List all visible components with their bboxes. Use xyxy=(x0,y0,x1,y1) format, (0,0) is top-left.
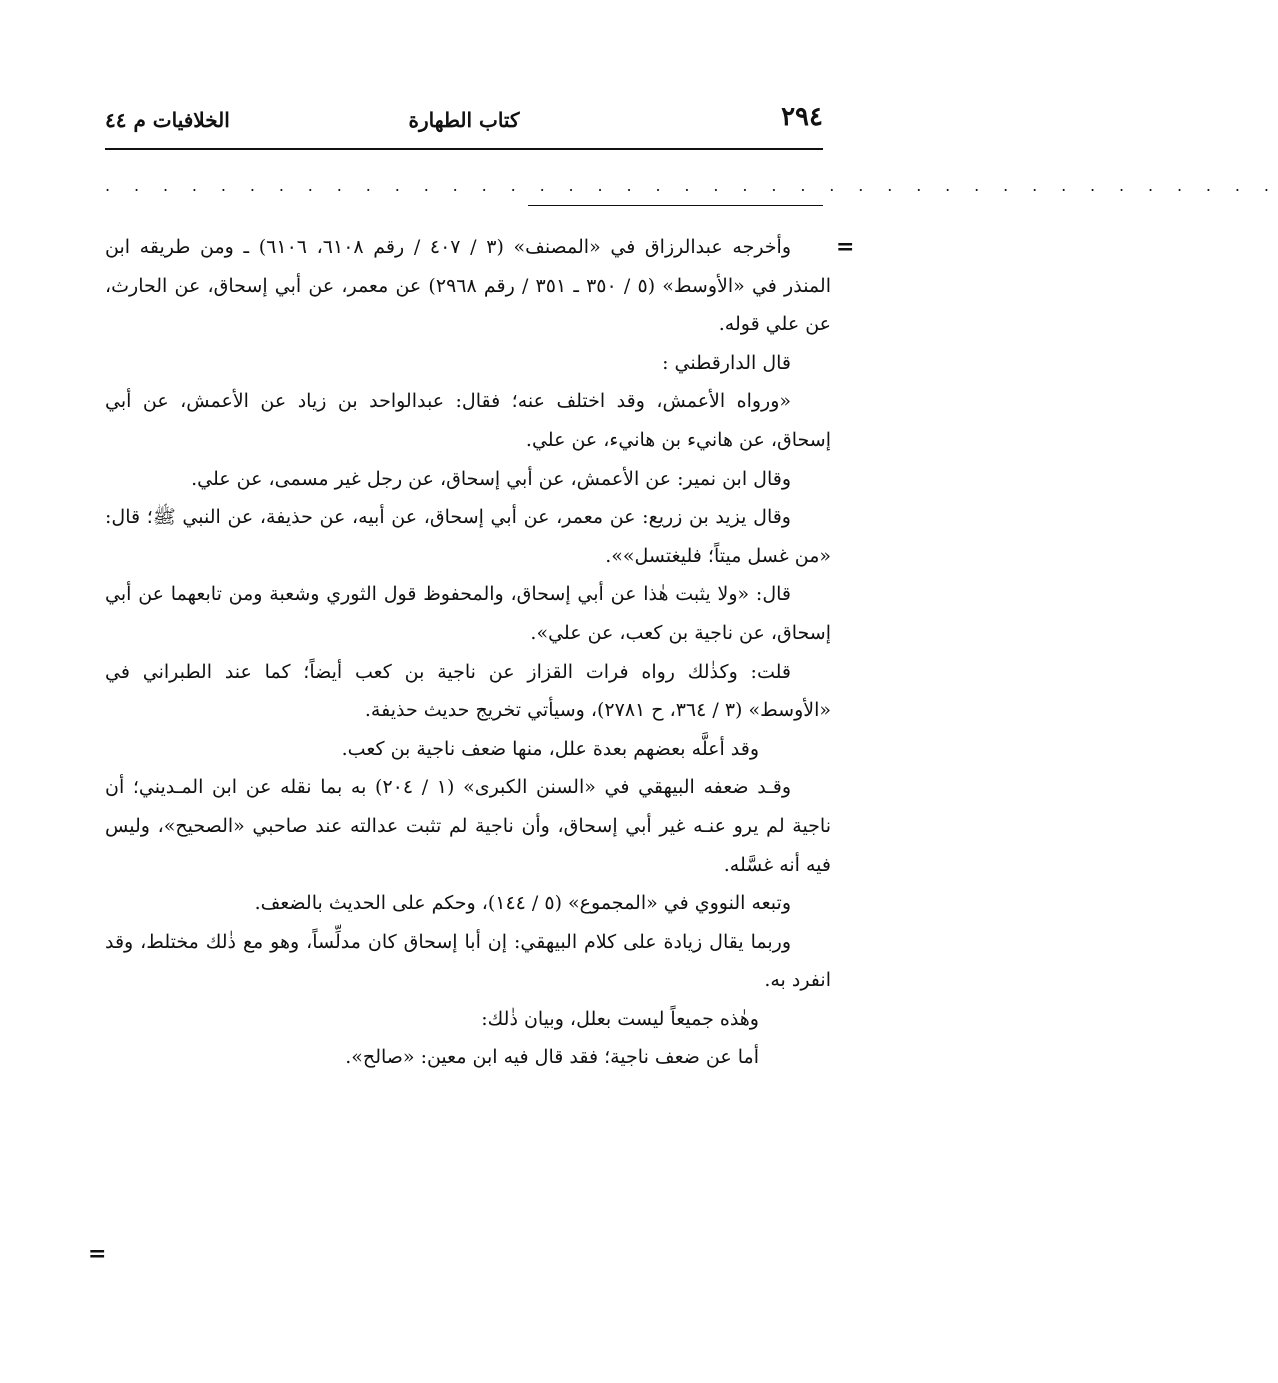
continuation-mark-bottom: = xyxy=(88,1241,107,1267)
separator-dots: . . . . . . . . . . . . . . . . . . . . . . . . . . . . . . . . . . . . . . . . . xyxy=(105,176,1278,195)
paragraph: وتبعه النووي في «المجموع» (٥ / ١٤٤)، وحكم على الحديث بالضعف. xyxy=(254,892,791,915)
footnote-body xyxy=(105,228,831,1077)
paragraph: قلت: وكذٰلك رواه فرات القزاز عن ناجية بن كعب أيضاً؛ كما عند الطبراني في «الأوسط» (٣ / ٣٦٤، ح ٢٧٨١)، وسيأتي تخريج حديث حذيفة. xyxy=(105,660,831,722)
paragraph: وهٰذه جميعاً ليست بعلل، وبيان ذٰلك: xyxy=(481,1007,759,1030)
paragraph: وربما يقال زيادة على كلام البيهقي: إن أبا إسحاق كان مدلِّساً، وهو مع ذٰلك مختلط، وقد انفرد به. xyxy=(105,930,831,992)
header-rule xyxy=(105,148,823,150)
paragraph: وقال ابن نمير: عن الأعمش، عن أبي إسحاق، عن رجل غير مسمى، عن علي. xyxy=(191,467,791,490)
page-number: ٢٩٤ xyxy=(781,102,823,132)
paragraph: وقد أعلَّه بعضهم بعدة علل، منها ضعف ناجية بن كعب. xyxy=(341,737,759,760)
book-title: كتاب الطهارة xyxy=(408,108,520,132)
running-head: الخلافيات م ٤٤ xyxy=(105,108,230,132)
paragraph: أما عن ضعف ناجية؛ فقد قال فيه ابن معين: «صالح». xyxy=(345,1046,759,1069)
paragraph: «ورواه الأعمش، وقد اختلف عنه؛ فقال: عبدالواحد بن زياد عن الأعمش، عن أبي إسحاق، عن هانيء بن هانيء، عن علي. xyxy=(105,390,831,451)
footnote-rule xyxy=(528,205,823,206)
continuation-mark-top: = xyxy=(836,234,855,260)
paragraph: قال: «ولا يثبت هٰذا عن أبي إسحاق، والمحفوظ قول الثوري وشعبة ومن تابعهما عن أبي إسحاق، عن ناجية بن كعب، عن علي». xyxy=(105,583,831,644)
paragraph: وأخرجه عبدالرزاق في «المصنف» (٣ / ٤٠٧ / رقم ٦١٠٨، ٦١٠٦) ـ ومن طريقه ابن المنذر في «الأوسط» (٥ / ٣٥٠ ـ ٣٥١ / رقم ٢٩٦٨) عن معمر، عن أبي إسحاق، عن الحارث، عن علي قوله. xyxy=(105,236,831,336)
paragraph: وقـد ضعفه البيهقي في «السنن الكبرى» (١ / ٢٠٤) به بما نقله عن ابن المـديني؛ أن ناجية لم يرو عنـه غير أبي إسحاق، وأن ناجية لم تثبت عدالته عند صاحبي «الصحيح»، وليس فيه أنه غسَّله. xyxy=(105,776,831,876)
paragraph: قال الدارقطني : xyxy=(662,351,791,374)
paragraph: وقال يزيد بن زريع: عن معمر، عن أبي إسحاق، عن أبيه، عن حذيفة، عن النبي ﷺ؛ قال: «من غسل ميتاً؛ فليغتسل»». xyxy=(105,506,831,567)
page-header xyxy=(105,102,823,146)
